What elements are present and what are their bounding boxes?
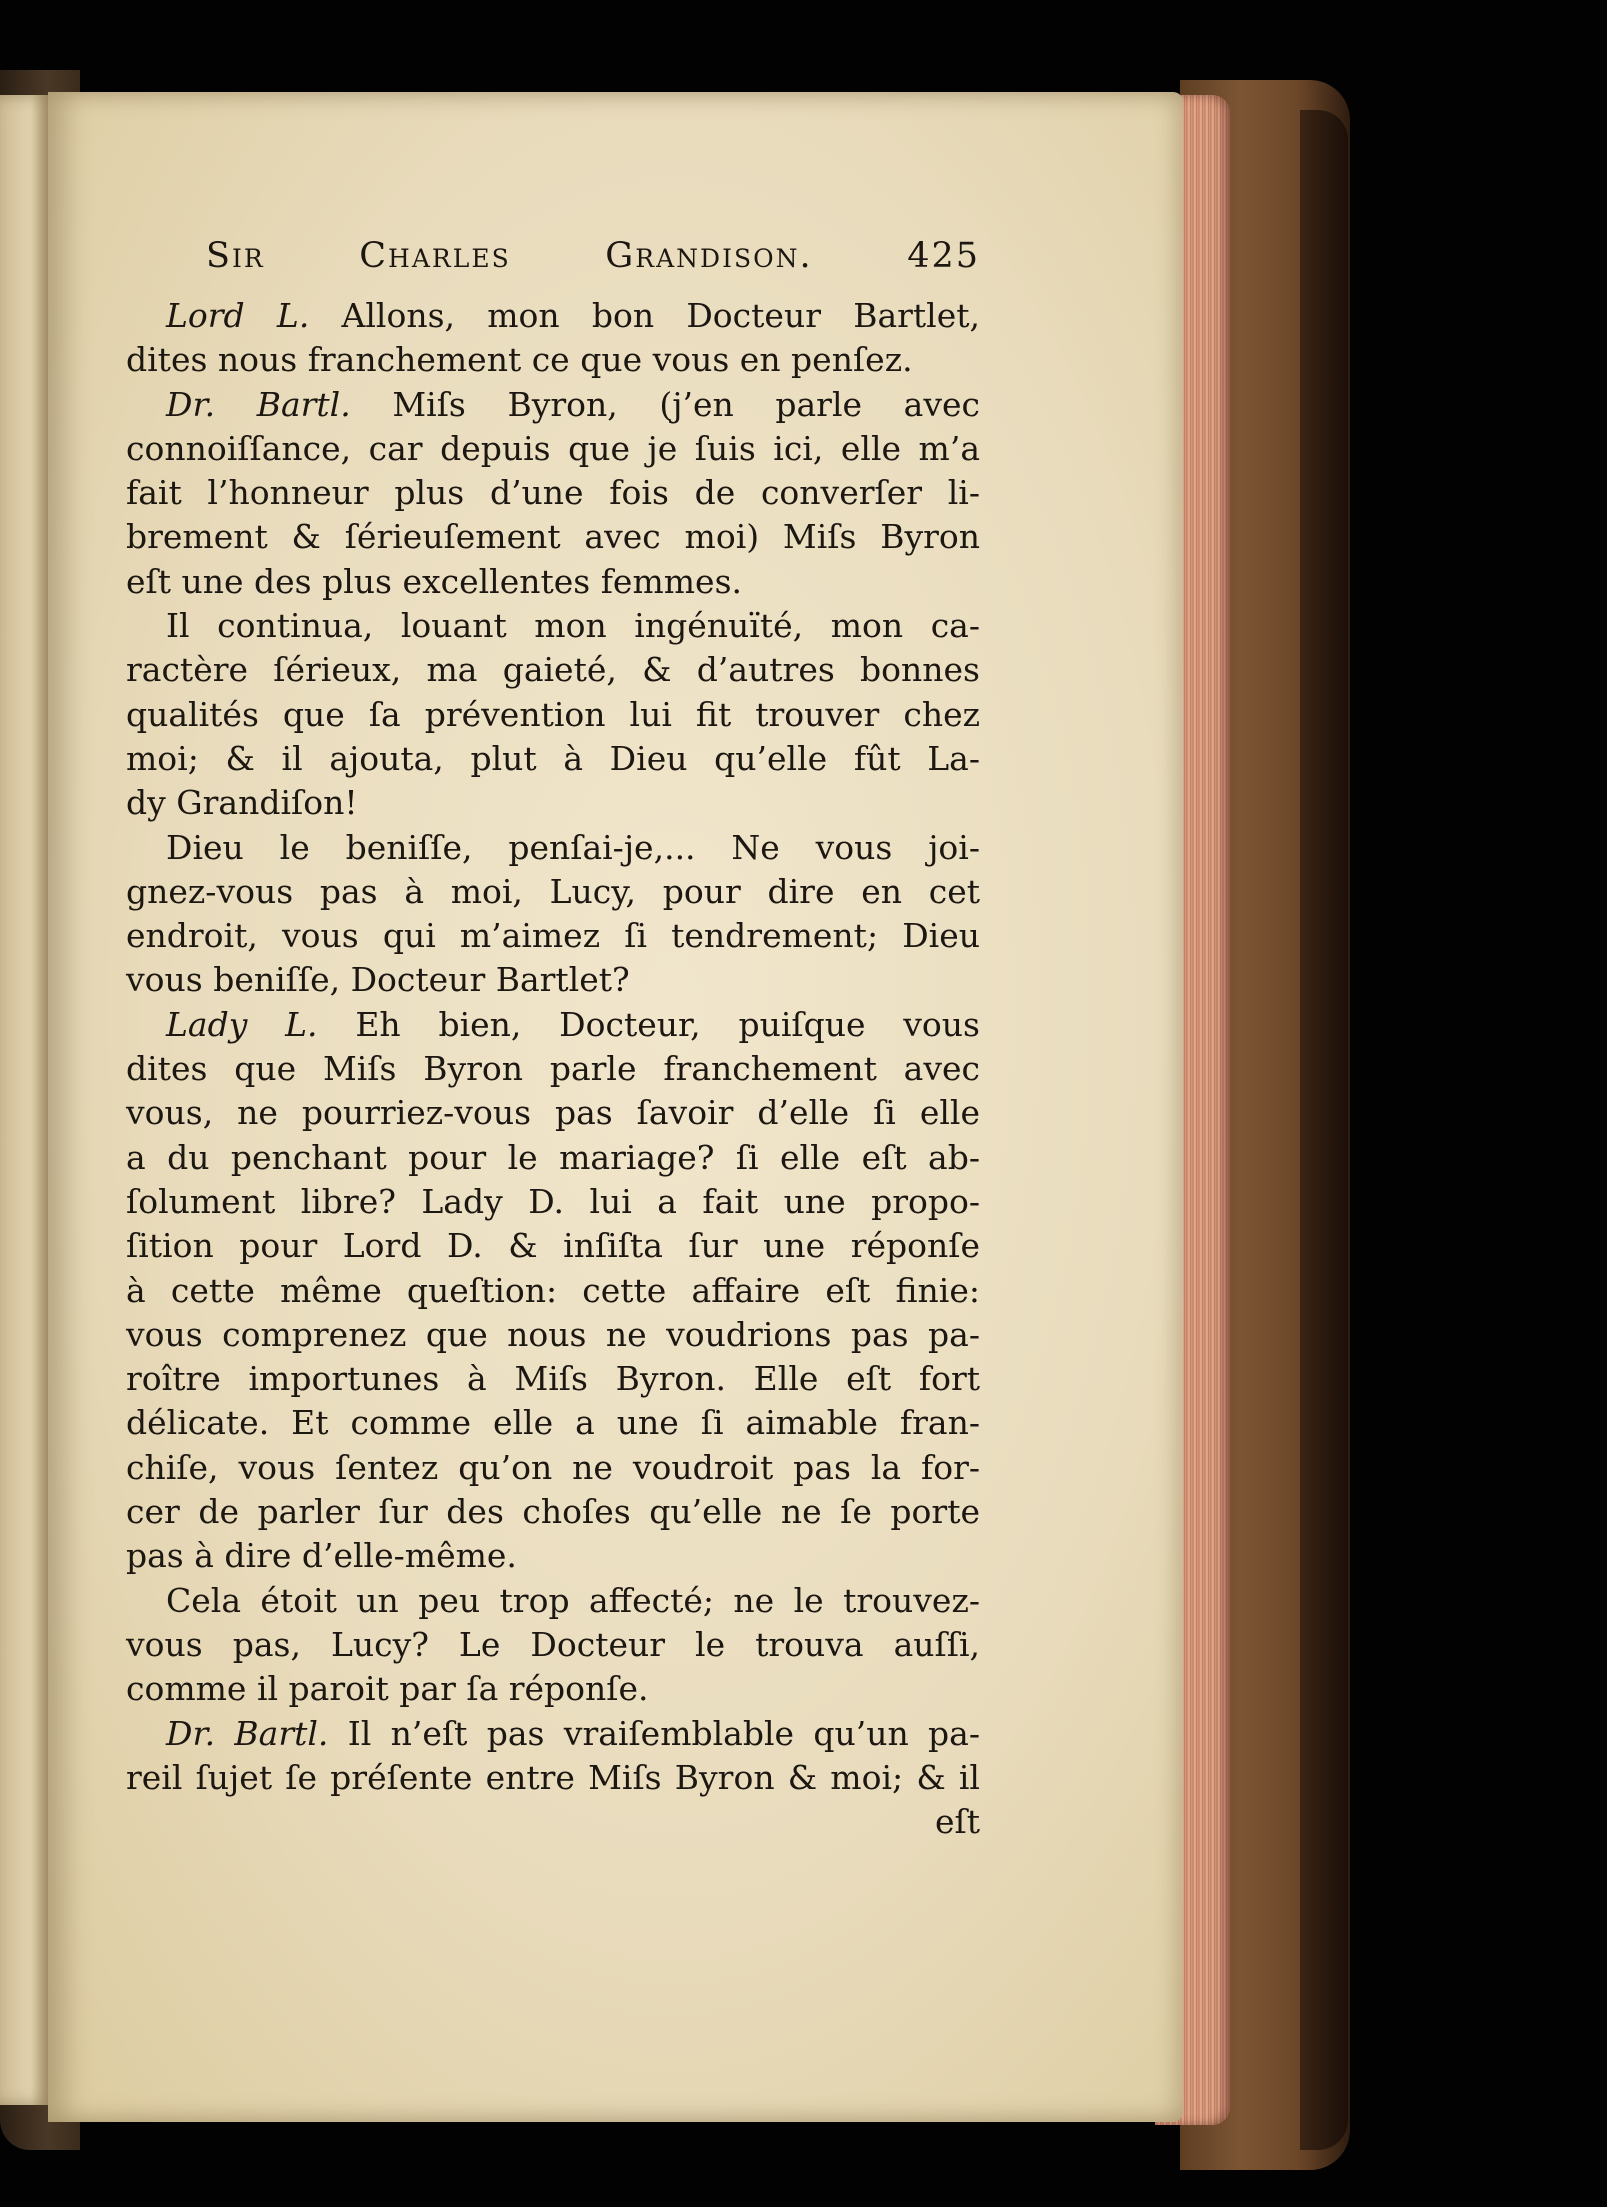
text-line: [126, 294, 980, 338]
text-line: [126, 338, 980, 382]
text-line: [126, 1756, 980, 1800]
line-text: reil ſujet ſe préſente entre Miſs Byron & moi; & il: [126, 1757, 980, 1797]
speaker-name: Lord L.: [166, 296, 310, 335]
line-text: vous beniſſe, Docteur Bartlet?: [126, 960, 630, 1000]
line-text: chiſe, vous ſentez qu’on ne voudroit pas la for-: [126, 1447, 980, 1487]
text-line: [126, 1446, 980, 1490]
text-line: [126, 693, 980, 737]
text-line: [126, 1269, 980, 1313]
page-text-block: [126, 236, 980, 1844]
line-text: Cela étoit un peu trop affecté; ne le trouvez-: [166, 1580, 980, 1620]
text-line: [126, 1623, 980, 1667]
line-text: vous, ne pourriez-vous pas ſavoir d’elle ſi elle: [126, 1093, 980, 1133]
text-line: [126, 1224, 980, 1268]
text-line: [126, 515, 980, 559]
line-text: dites que Miſs Byron parle franchement avec: [126, 1049, 980, 1089]
text-line: [126, 427, 980, 471]
line-text: vous pas, Lucy? Le Docteur le trouva auſſi,: [126, 1624, 980, 1664]
text-line: [126, 648, 980, 692]
line-text: connoiſſance, car depuis que je ſuis ici, elle m’a: [126, 428, 980, 468]
catchword: eſt: [934, 1802, 980, 1842]
text-line: [126, 471, 980, 515]
text-line: [126, 1534, 980, 1578]
text-line: [126, 383, 980, 427]
text-line: [126, 958, 980, 1002]
text-line: [126, 1313, 980, 1357]
line-text: eſt une des plus excellentes femmes.: [126, 561, 742, 601]
line-text: Il continua, louant mon ingénuïté, mon ca-: [166, 606, 980, 646]
text-line: [126, 737, 980, 781]
text-line: [126, 1712, 980, 1756]
line-text: vous comprenez que nous ne voudrions pas pa-: [126, 1314, 980, 1354]
speaker-name: Dr. Bartl.: [166, 1713, 329, 1753]
text-line: [126, 1579, 980, 1623]
line-text: à cette même queſtion: cette affaire eſt finie:: [126, 1270, 980, 1310]
text-line: [126, 870, 980, 914]
line-text: pas à dire d’elle-même.: [126, 1536, 517, 1576]
line-text: cer de parler ſur des choſes qu’elle ne ſe porte: [126, 1492, 980, 1532]
text-line: [126, 1667, 980, 1711]
line-text: Miſs Byron, (j’en parle avec: [350, 384, 980, 424]
line-text: Il n’eſt pas vraiſemblable qu’un pa-: [328, 1713, 981, 1753]
line-text: comme il paroit par ſa réponſe.: [126, 1669, 649, 1709]
line-text: a du penchant pour le mariage? ſi elle eſt ab-: [126, 1137, 980, 1177]
line-text: qualités que ſa prévention lui fit trouver chez: [126, 694, 980, 734]
line-text: ſition pour Lord D. & inſiſta ſur une réponſe: [126, 1226, 980, 1266]
running-title: Sir Charles Grandison.: [206, 236, 813, 276]
text-line: [126, 1136, 980, 1180]
text-line: [126, 914, 980, 958]
line-text: dy Grandiſon!: [126, 783, 358, 823]
line-text: Eh bien, Docteur, puiſque vous: [317, 1004, 980, 1044]
text-line: [126, 1180, 980, 1224]
text-line: [126, 560, 980, 604]
line-text: ſolument libre? Lady D. lui a fait une propo-: [126, 1181, 980, 1221]
book-cover-edge: [1300, 110, 1348, 2150]
text-line: [126, 1357, 980, 1401]
text-line: [126, 781, 980, 825]
text-line: [126, 1091, 980, 1135]
text-line: [126, 604, 980, 648]
text-line: [126, 1401, 980, 1445]
page-number: 425: [907, 236, 980, 276]
line-text: ractère ſérieux, ma gaieté, & d’autres bonnes: [126, 650, 980, 690]
speaker-name: Lady L.: [166, 1004, 318, 1044]
line-text: moi; & il ajouta, plut à Dieu qu’elle fût La-: [126, 738, 980, 778]
line-text: dites nous franchement ce que vous en penſez.: [126, 340, 913, 380]
line-text: gnez-vous pas à moi, Lucy, pour dire en cet: [126, 871, 980, 911]
line-text: roître importunes à Miſs Byron. Elle eſt fort: [126, 1359, 980, 1399]
running-header: [206, 236, 980, 294]
previous-page-edge: [0, 95, 52, 2105]
line-text: brement & ſérieuſement avec moi) Miſs Byron: [126, 517, 980, 557]
line-text: Allons, mon bon Docteur Bartlet,: [309, 296, 980, 335]
text-line: [126, 826, 980, 870]
speaker-name: Dr. Bartl.: [166, 384, 351, 424]
line-text: fait l’honneur plus d’une fois de converſer li-: [126, 473, 980, 513]
text-line: [126, 1490, 980, 1534]
line-text: délicate. Et comme elle a une ſi aimable fran-: [126, 1403, 980, 1443]
text-line: [126, 1047, 980, 1091]
body-text: [126, 294, 980, 1800]
text-line: [126, 1003, 980, 1047]
line-text: endroit, vous qui m’aimez ſi tendrement; Dieu: [126, 916, 980, 956]
line-text: Dieu le beniſſe, penſai-je,... Ne vous joi-: [166, 827, 980, 867]
